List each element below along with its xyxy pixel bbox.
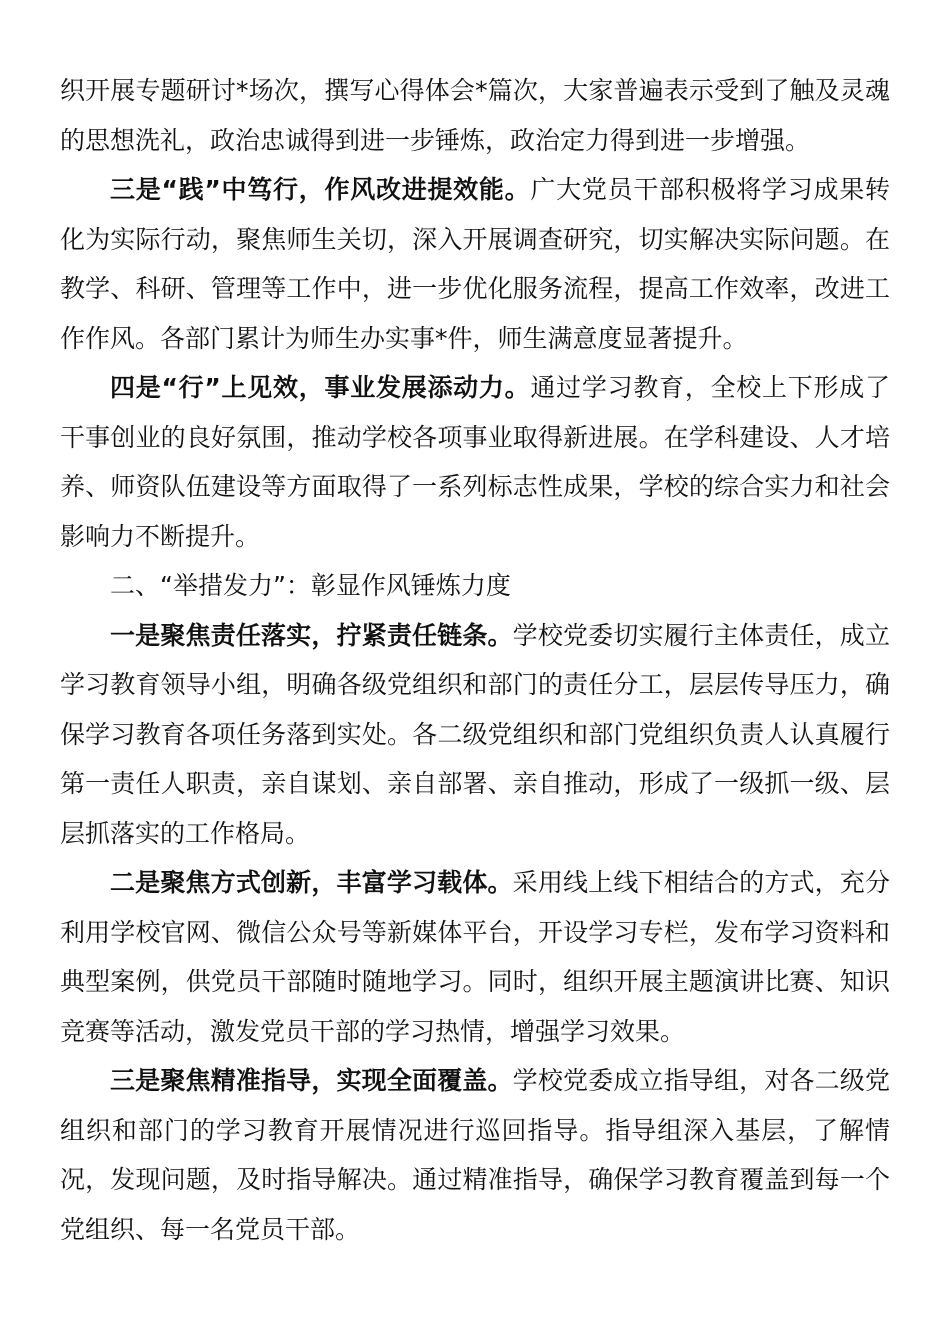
paragraph-text: 学校党委切实履行主体责任，成立学习教育领导小组，明确各级党组织和部门的责任分工，层层传导压力，确保学习教育各项任务落到实处。各二级党组织和部门党组织负责人认真履行第一责任人职责，亲自谋划、亲自部署、亲自推动，形成了一级抓一级、层层抓落实的工作格局。 — [60, 620, 890, 848]
section-heading — [60, 561, 890, 611]
paragraph-lead: 二是聚焦方式创新，丰富学习载体。 — [110, 868, 513, 897]
paragraph-text: 学校党委成立指导组，对各二级党组织和部门的学习教育开展情况进行巡回指导。指导组深入基层，了解情况，发现问题，及时指导解决。通过精准指导，确保学习教育覆盖到每一个党组织、每一名党员干部。 — [60, 1066, 890, 1244]
paragraph-text: 采用线上线下相结合的方式，充分利用学校官网、微信公众号等新媒体平台，开设学习专栏，发布学习资料和典型案例，供党员干部随时随地学习。同时，组织开展主题演讲比赛、知识竞赛等活动，激发党员干部的学习热情，增强学习效果。 — [60, 868, 890, 1046]
paragraph-lead: 四是“行”上见效，事业发展添动力。 — [110, 373, 531, 402]
paragraph-action — [60, 363, 890, 561]
paragraph-text: 广大党员干部积极将学习成果转化为实际行动，聚焦师生关切，深入开展调查研究，切实解决实际问题。在教学、科研、管理等工作中，进一步优化服务流程，提高工作效率，改进工作作风。各部门累计为师生办实事*件，师生满意度显著提升。 — [60, 175, 890, 353]
section-heading-text: 二、“举措发力”：彰显作风锤炼力度 — [110, 571, 511, 600]
paragraph-lead: 一是聚焦责任落实，拧紧责任链条。 — [110, 620, 513, 650]
paragraph-lead: 三是聚焦精准指导，实现全面覆盖。 — [110, 1066, 513, 1095]
paragraph-practice — [60, 165, 890, 363]
paragraph-guidance — [60, 1056, 890, 1254]
paragraph-responsibility — [60, 611, 890, 859]
paragraph-lead: 三是“践”中笃行，作风改进提效能。 — [110, 175, 531, 204]
paragraph-text: 织开展专题研讨*场次，撰写心得体会*篇次，大家普遍表示受到了触及灵魂的思想洗礼，政治忠诚得到进一步锤炼，政治定力得到进一步增强。 — [60, 76, 890, 155]
paragraph-continuation — [60, 66, 890, 165]
paragraph-text: 通过学习教育，全校上下形成了干事创业的良好氛围，推动学校各项事业取得新进展。在学科建设、人才培养、师资队伍建设等方面取得了一系列标志性成果，学校的综合实力和社会影响力不断提升。 — [60, 373, 890, 551]
document-page — [60, 66, 890, 1254]
paragraph-innovation — [60, 858, 890, 1056]
